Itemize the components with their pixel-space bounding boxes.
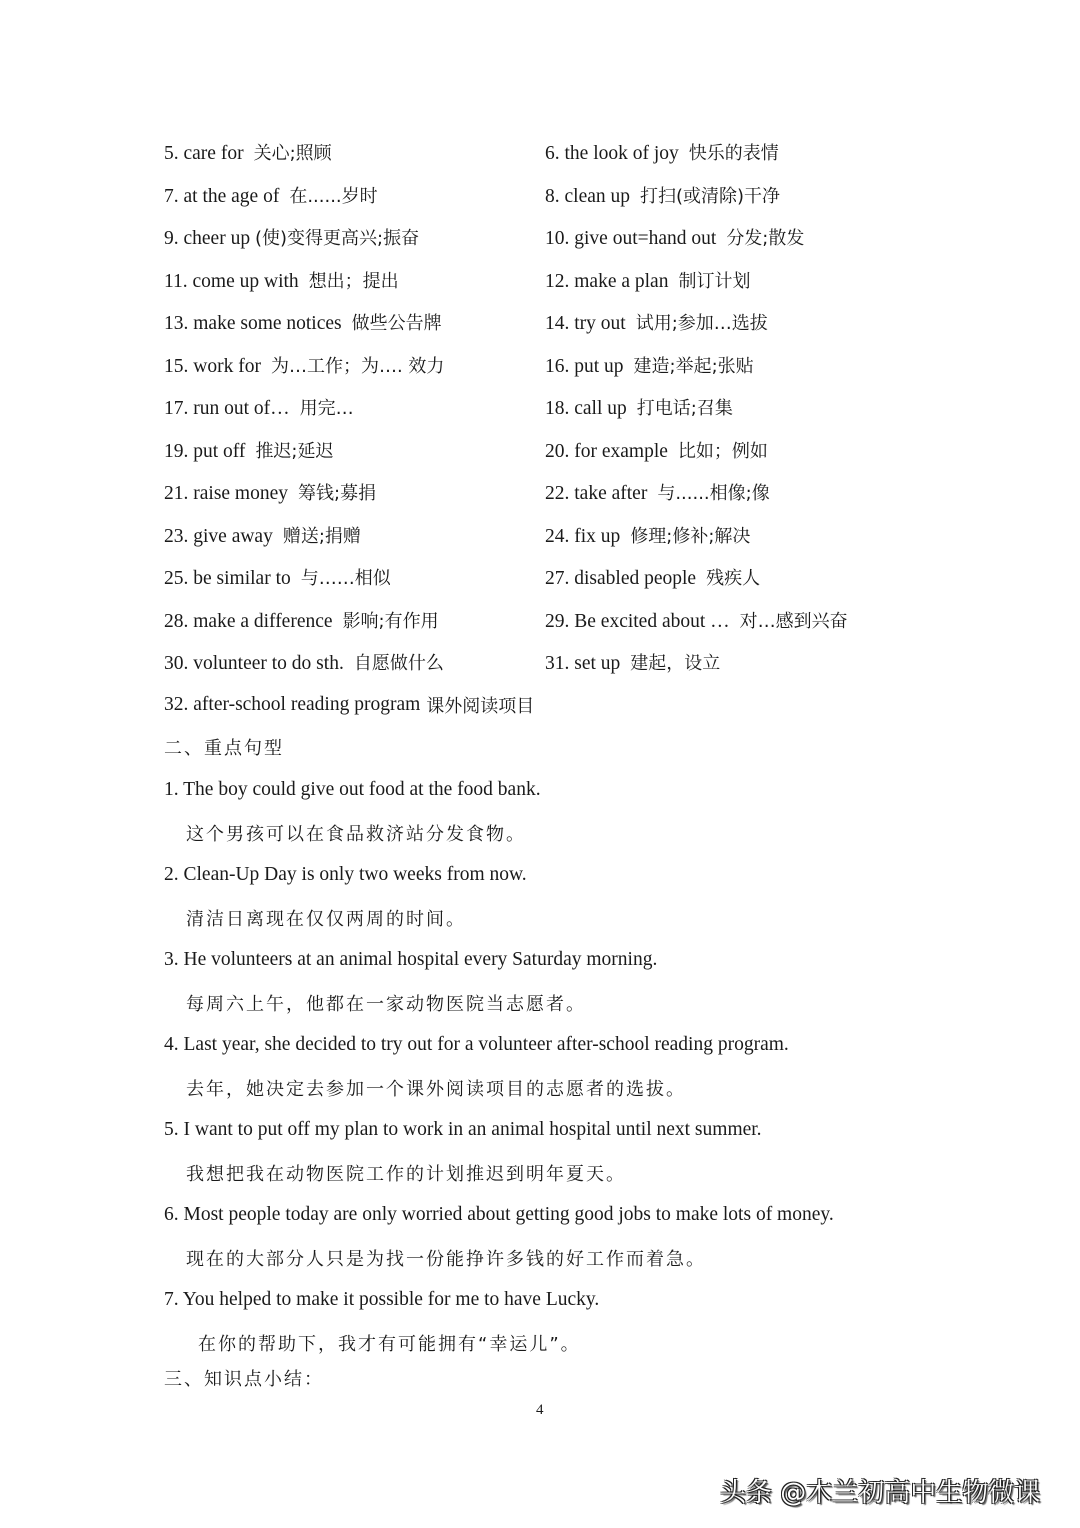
phrase-item: 16. put up 建造;举起;张贴 bbox=[545, 355, 754, 377]
sentence-english: 5. I want to put off my plan to work in an animal hospital until next summer. bbox=[164, 1119, 762, 1141]
phrase-item: 11. come up with 想出；提出 bbox=[164, 270, 399, 292]
phrase-row bbox=[164, 429, 964, 472]
phrase-item: 25. be similar to 与……相似 bbox=[164, 568, 391, 590]
sentence-english: 2. Clean-Up Day is only two weeks from now. bbox=[164, 864, 527, 886]
sentence-chinese: 每周六上午，他都在一家动物医院当志愿者。 bbox=[186, 993, 586, 1015]
phrase-item: 22. take after 与......相像;像 bbox=[545, 483, 770, 505]
section-heading-key-sentences: 二、重点句型 bbox=[164, 738, 284, 759]
phrase-row bbox=[164, 259, 964, 302]
phrase-item: 13. make some notices 做些公告牌 bbox=[164, 313, 442, 335]
sentence-item bbox=[164, 1279, 984, 1364]
phrase-item: 6. the look of joy 快乐的表情 bbox=[545, 143, 779, 165]
phrase-row bbox=[164, 344, 964, 387]
sentence-item bbox=[164, 1109, 984, 1194]
phrase-item-32: 32. after-school reading program 课外阅读项目 bbox=[164, 693, 535, 717]
page-number: 4 bbox=[536, 1402, 544, 1418]
phrase-row bbox=[164, 514, 964, 557]
sentence-item bbox=[164, 939, 984, 1024]
phrase-item: 31. set up 建起，设立 bbox=[545, 653, 721, 675]
sentence-item bbox=[164, 1194, 984, 1279]
sentence-english: 1. The boy could give out food at the food bank. bbox=[164, 779, 541, 801]
sentence-chinese: 我想把我在动物医院工作的计划推迟到明年夏天。 bbox=[186, 1163, 626, 1185]
phrase-row bbox=[164, 471, 964, 514]
watermark: 头条 @木兰初高中生物微课 bbox=[720, 1478, 1041, 1508]
sentence-chinese: 在你的帮助下，我才有可能拥有“幸运儿”。 bbox=[198, 1333, 581, 1355]
phrase-item: 8. clean up 打扫(或清除)干净 bbox=[545, 185, 781, 207]
phrase-item: 10. give out=hand out 分发;散发 bbox=[545, 228, 805, 250]
sentence-english: 7. You helped to make it possible for me to have Lucky. bbox=[164, 1289, 600, 1311]
sentence-english: 3. He volunteers at an animal hospital every Saturday morning. bbox=[164, 949, 658, 971]
sentence-item bbox=[164, 769, 984, 854]
sentence-chinese: 清洁日离现在仅仅两周的时间。 bbox=[186, 908, 466, 930]
phrase-item: 23. give away 赠送;捐赠 bbox=[164, 525, 361, 547]
sentence-chinese: 去年，她决定去参加一个课外阅读项目的志愿者的选拔。 bbox=[186, 1078, 686, 1100]
phrase-row bbox=[164, 641, 964, 684]
phrase-item: 21. raise money 筹钱;募捐 bbox=[164, 483, 377, 505]
section-heading-summary: 三、知识点小结： bbox=[164, 1369, 324, 1390]
phrase-row bbox=[164, 556, 964, 599]
sentence-english: 4. Last year, she decided to try out for a volunteer after-school reading program. bbox=[164, 1034, 789, 1056]
phrase-item: 24. fix up 修理;修补;解决 bbox=[545, 525, 751, 547]
sentence-chinese: 这个男孩可以在食品救济站分发食物。 bbox=[186, 823, 526, 845]
phrase-row bbox=[164, 216, 964, 259]
phrase-list bbox=[164, 131, 964, 726]
phrase-row bbox=[164, 386, 964, 429]
phrase-row bbox=[164, 174, 964, 217]
sentence-english: 6. Most people today are only worried about getting good jobs to make lots of money. bbox=[164, 1204, 834, 1226]
phrase-row bbox=[164, 131, 964, 174]
phrase-item: 29. Be excited about … 对…感到兴奋 bbox=[545, 610, 848, 632]
phrase-item: 9. cheer up (使)变得更高兴;振奋 bbox=[164, 228, 420, 250]
phrase-item: 30. volunteer to do sth. 自愿做什么 bbox=[164, 653, 444, 675]
sentence-list bbox=[164, 769, 984, 1364]
phrase-item: 7. at the age of 在......岁时 bbox=[164, 185, 378, 207]
sentence-chinese: 现在的大部分人只是为找一份能挣许多钱的好工作而着急。 bbox=[186, 1248, 706, 1270]
phrase-item: 17. run out of… 用完… bbox=[164, 398, 354, 420]
phrase-item: 12. make a plan 制订计划 bbox=[545, 270, 751, 292]
phrase-item: 28. make a difference 影响;有作用 bbox=[164, 610, 439, 632]
sentence-item bbox=[164, 854, 984, 939]
phrase-item: 19. put off 推迟;延迟 bbox=[164, 440, 334, 462]
phrase-item: 18. call up 打电话;召集 bbox=[545, 398, 733, 420]
phrase-row bbox=[164, 599, 964, 642]
phrase-row bbox=[164, 301, 964, 344]
phrase-item: 20. for example 比如；例如 bbox=[545, 440, 768, 462]
phrase-item: 5. care for 关心;照顾 bbox=[164, 143, 332, 165]
phrase-item: 14. try out 试用;参加…选拔 bbox=[545, 313, 768, 335]
phrase-item: 27. disabled people 残疾人 bbox=[545, 568, 761, 590]
phrase-item: 15. work for 为…工作；为…. 效力 bbox=[164, 355, 445, 377]
sentence-item bbox=[164, 1024, 984, 1109]
